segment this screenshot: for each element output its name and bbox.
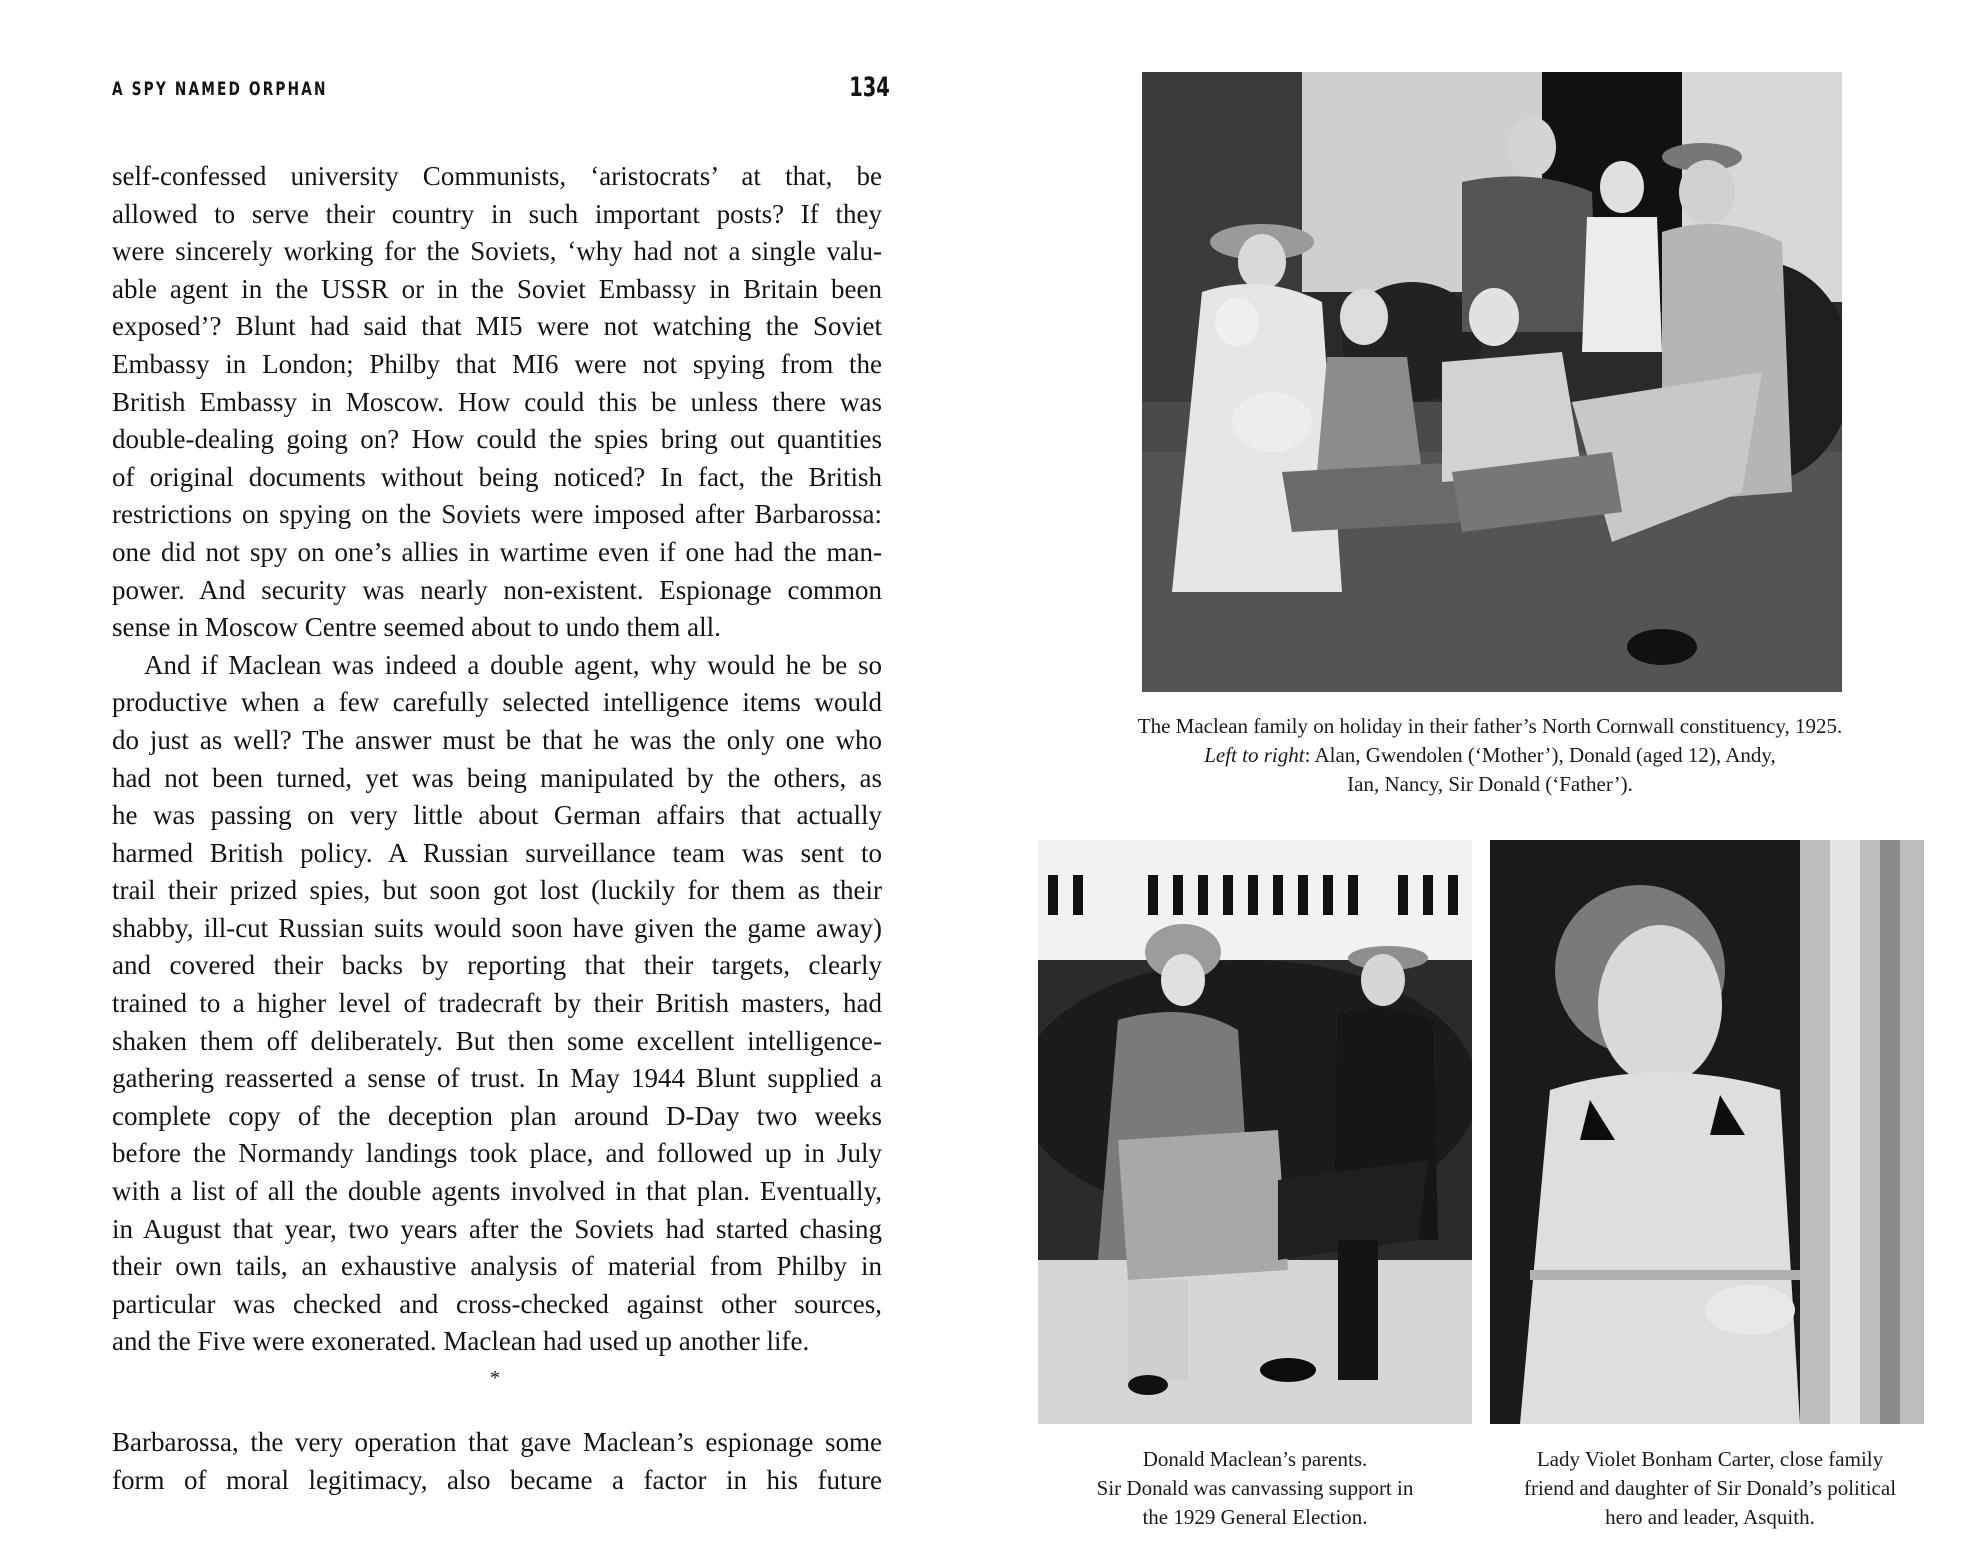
paragraph-2 — [112, 647, 882, 1361]
text-line: double-dealing going on? How could the spies bring out quantities — [112, 424, 882, 455]
family-photo-caption — [1050, 712, 1930, 799]
text-line: of original documents without being noticed? In fact, the British — [112, 461, 882, 492]
text-line: had not been turned, yet was being manipulated by the others, as — [112, 762, 882, 793]
text-line: Barbarossa, the very operation that gave Maclean’s espionage some — [112, 1427, 882, 1457]
text-line: gathering reasserted a sense of trust. In May 1944 Blunt supplied a — [112, 1063, 882, 1094]
caption-line: the 1929 General Election. — [1142, 1505, 1368, 1529]
caption-line: The Maclean family on holiday in their father’s North Cornwall constituency, 1925. — [1137, 714, 1843, 738]
text-line: British Embassy in Moscow. How could this be unless there was — [112, 386, 882, 417]
text-line: Embassy in London; Philby that MI6 were not spying from the — [112, 348, 882, 379]
text-line: trained to a higher level of tradecraft by their British masters, had — [112, 988, 882, 1019]
body-text — [112, 158, 882, 1361]
page-number: 134 — [849, 72, 890, 103]
text-line: do just as well? The answer must be that he was the only one who — [112, 724, 882, 755]
text-line: able agent in the USSR or in the Soviet Embassy in Britain been — [112, 273, 882, 304]
family-photo — [1142, 72, 1842, 692]
caption-line: Lady Violet Bonham Carter, close family — [1536, 1447, 1884, 1471]
text-line: and the Five were exonerated. Maclean had used up another life. — [112, 1326, 810, 1357]
right-page — [990, 0, 1988, 1549]
text-line: before the Normandy landings took place, and followed up in July — [112, 1138, 882, 1169]
parents-photo — [1038, 840, 1472, 1424]
lady-violet-photo-caption — [1470, 1445, 1950, 1532]
text-line: their own tails, an exhaustive analysis of material from Philby in — [112, 1251, 882, 1282]
text-line: productive when a few carefully selected intelligence items would — [112, 687, 882, 718]
caption-italic: Left to right — [1204, 743, 1305, 767]
parents-photo-illustration — [1038, 840, 1472, 1424]
caption-text: : Alan, Gwendolen (‘Mother’), Donald (aged 12), Andy, — [1304, 743, 1776, 767]
text-line: sense in Moscow Centre seemed about to undo them all. — [112, 612, 721, 643]
text-line: complete copy of the deception plan around D-Day two weeks — [112, 1100, 882, 1131]
caption-line: Donald Maclean’s parents. — [1142, 1447, 1368, 1471]
text-line: were sincerely working for the Soviets, ‘why had not a single valu- — [112, 236, 882, 267]
text-line: self-confessed university Communists, ‘aristocrats’ at that, be — [112, 161, 882, 191]
left-page — [0, 0, 990, 1549]
caption-line: Ian, Nancy, Sir Donald (‘Father’). — [1347, 772, 1633, 796]
paragraph-3 — [112, 1424, 882, 1499]
text-line: in August that year, two years after the Soviets had started chasing — [112, 1213, 882, 1244]
text-line: with a list of all the double agents involved in that plan. Eventually, — [112, 1176, 882, 1207]
caption-line: Sir Donald was canvassing support in — [1096, 1476, 1414, 1500]
lady-violet-photo — [1490, 840, 1924, 1424]
paragraph-1 — [112, 158, 882, 647]
text-line: And if Maclean was indeed a double agent, why would he be so — [144, 649, 882, 680]
running-head: A SPY NAMED ORPHAN — [112, 78, 328, 100]
text-line: restrictions on spying on the Soviets were imposed after Barbarossa: — [112, 499, 882, 530]
text-line: form of moral legitimacy, also became a factor in his future — [112, 1464, 882, 1495]
caption-line: friend and daughter of Sir Donald’s political — [1523, 1476, 1897, 1500]
text-line: trail their prized spies, but soon got lost (luckily for them as their — [112, 875, 882, 906]
text-line: allowed to serve their country in such important posts? If they — [112, 198, 882, 229]
section-break: * — [490, 1367, 500, 1389]
lady-violet-photo-illustration — [1490, 840, 1924, 1424]
text-line: exposed’? Blunt had said that MI5 were not watching the Soviet — [112, 311, 882, 342]
caption-line — [1050, 741, 1930, 770]
parents-photo-caption — [1038, 1445, 1472, 1532]
text-line: shabby, ill-cut Russian suits would soon have given the game away) — [112, 912, 882, 943]
caption-line: hero and leader, Asquith. — [1605, 1505, 1815, 1529]
text-line: particular was checked and cross-checked against other sources, — [112, 1288, 882, 1319]
text-line: and covered their backs by reporting that their targets, clearly — [112, 950, 882, 981]
text-line: shaken them off deliberately. But then some excellent intelligence- — [112, 1025, 882, 1056]
text-line: he was passing on very little about German affairs that actually — [112, 800, 882, 831]
text-line: harmed British policy. A Russian surveillance team was sent to — [112, 837, 882, 868]
family-photo-illustration — [1142, 72, 1842, 692]
text-line: one did not spy on one’s allies in wartime even if one had the man- — [112, 536, 882, 567]
text-line: power. And security was nearly non-existent. Espionage common — [112, 574, 882, 605]
